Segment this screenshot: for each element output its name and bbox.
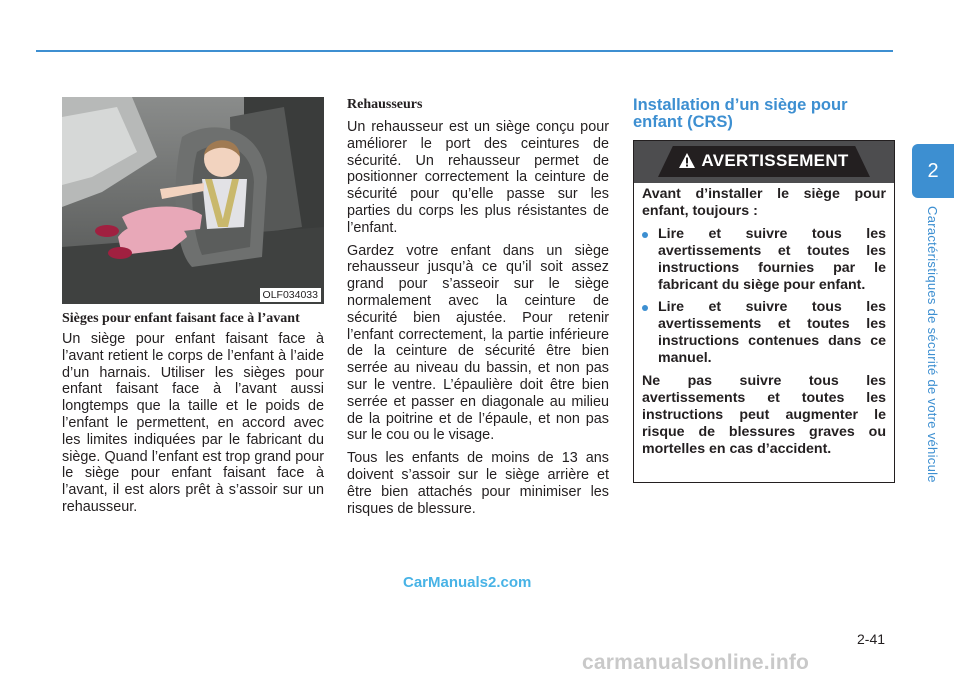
crs-installation-heading: Installation d’un siège pour enfant (CRS) <box>633 96 848 131</box>
warning-bullet <box>642 226 886 294</box>
bullet-dot-icon <box>642 305 648 311</box>
forward-facing-heading: Sièges pour enfant faisant face à l’avant <box>62 311 300 326</box>
booster-paragraph-3: Tous les enfants de moins de 13 ans doivent s’assoir sur le siège arrière et être bien attachés pour minimiser les risques de blessure. <box>347 450 609 517</box>
watermark: CarManuals2.com <box>403 574 532 591</box>
warning-box <box>633 140 895 483</box>
warning-bullet <box>642 299 886 367</box>
warning-closing: Ne pas suivre tous les avertissements et toutes les instructions peut augmenter le risque de blessures graves ou mortelles en cas d’accident. <box>642 373 886 457</box>
top-rule <box>36 50 893 52</box>
warning-title-row <box>634 150 894 174</box>
forward-facing-text: Un siège pour enfant faisant face à l’avant retient le corps de l’enfant à l’aide d’un harnais. Utiliser les sièges pour enfant faisant face à l’avant aussi longtemps que la taille et le poids de l’enfant le permettent, en accord avec les limites indiquées par le fabricant du siège. Quand l’enfant est trop grand pour le siège pour enfant faisant face à l’avant, il est alors prêt à s’assoir sur un rehausseur. <box>62 331 324 515</box>
booster-paragraph-1: Un rehausseur est un siège conçu pour améliorer le port des ceintures de sécurité. Un rehausseur permet de positionner correctement la ceinture de sécurité pour qu’elle passe sur les parties du corps les plus résistantes de l’enfant. <box>347 119 609 236</box>
warning-bullet-text: Lire et suivre tous les avertissements et toutes les instructions contenues dans ce manuel. <box>658 299 886 366</box>
page-number: 2-41 <box>857 631 886 647</box>
warning-triangle-icon <box>679 152 695 174</box>
booster-paragraph-2: Gardez votre enfant dans un siège rehausseur jusqu’à ce qu’il soit assez grand pour s’asseoir sur le siège normalement avec la ceinture de sécurité bien ajustée. Pour retenir l’enfant correctement, la partie inférieure de la ceinture de sécurité être bien serrée au niveau du bassin, et non pas sur le ventre. L’épaulière doit être bien serrée et passer en diagonale au milieu de la poitrine et de l’épaule, et non pas sur le cou ou le visage. <box>347 242 609 444</box>
middle-column <box>347 97 609 517</box>
booster-heading: Rehausseurs <box>347 97 423 112</box>
left-column <box>62 97 324 516</box>
warning-intro: Avant d’installer le siège pour enfant, toujours : <box>642 186 886 219</box>
child-seat-photo <box>62 97 324 304</box>
chapter-title-vertical <box>920 206 944 506</box>
bullet-dot-icon <box>642 232 648 238</box>
footer-watermark: carmanualsonline.info <box>582 651 810 674</box>
warning-title: AVERTISSEMENT <box>701 151 849 170</box>
photo-code: OLF034033 <box>260 288 321 302</box>
warning-bullet-text: Lire et suivre tous les avertissements et toutes les instructions fournies par le fabricant du siège pour enfant. <box>658 226 886 293</box>
chapter-title: Caractéristiques de sécurité de votre véhicule <box>925 206 940 483</box>
warning-list <box>642 226 886 367</box>
child-in-forward-facing-seat-icon <box>62 97 324 304</box>
right-column <box>633 96 895 457</box>
chapter-tab: 2 <box>912 144 954 198</box>
warning-body <box>642 186 886 458</box>
